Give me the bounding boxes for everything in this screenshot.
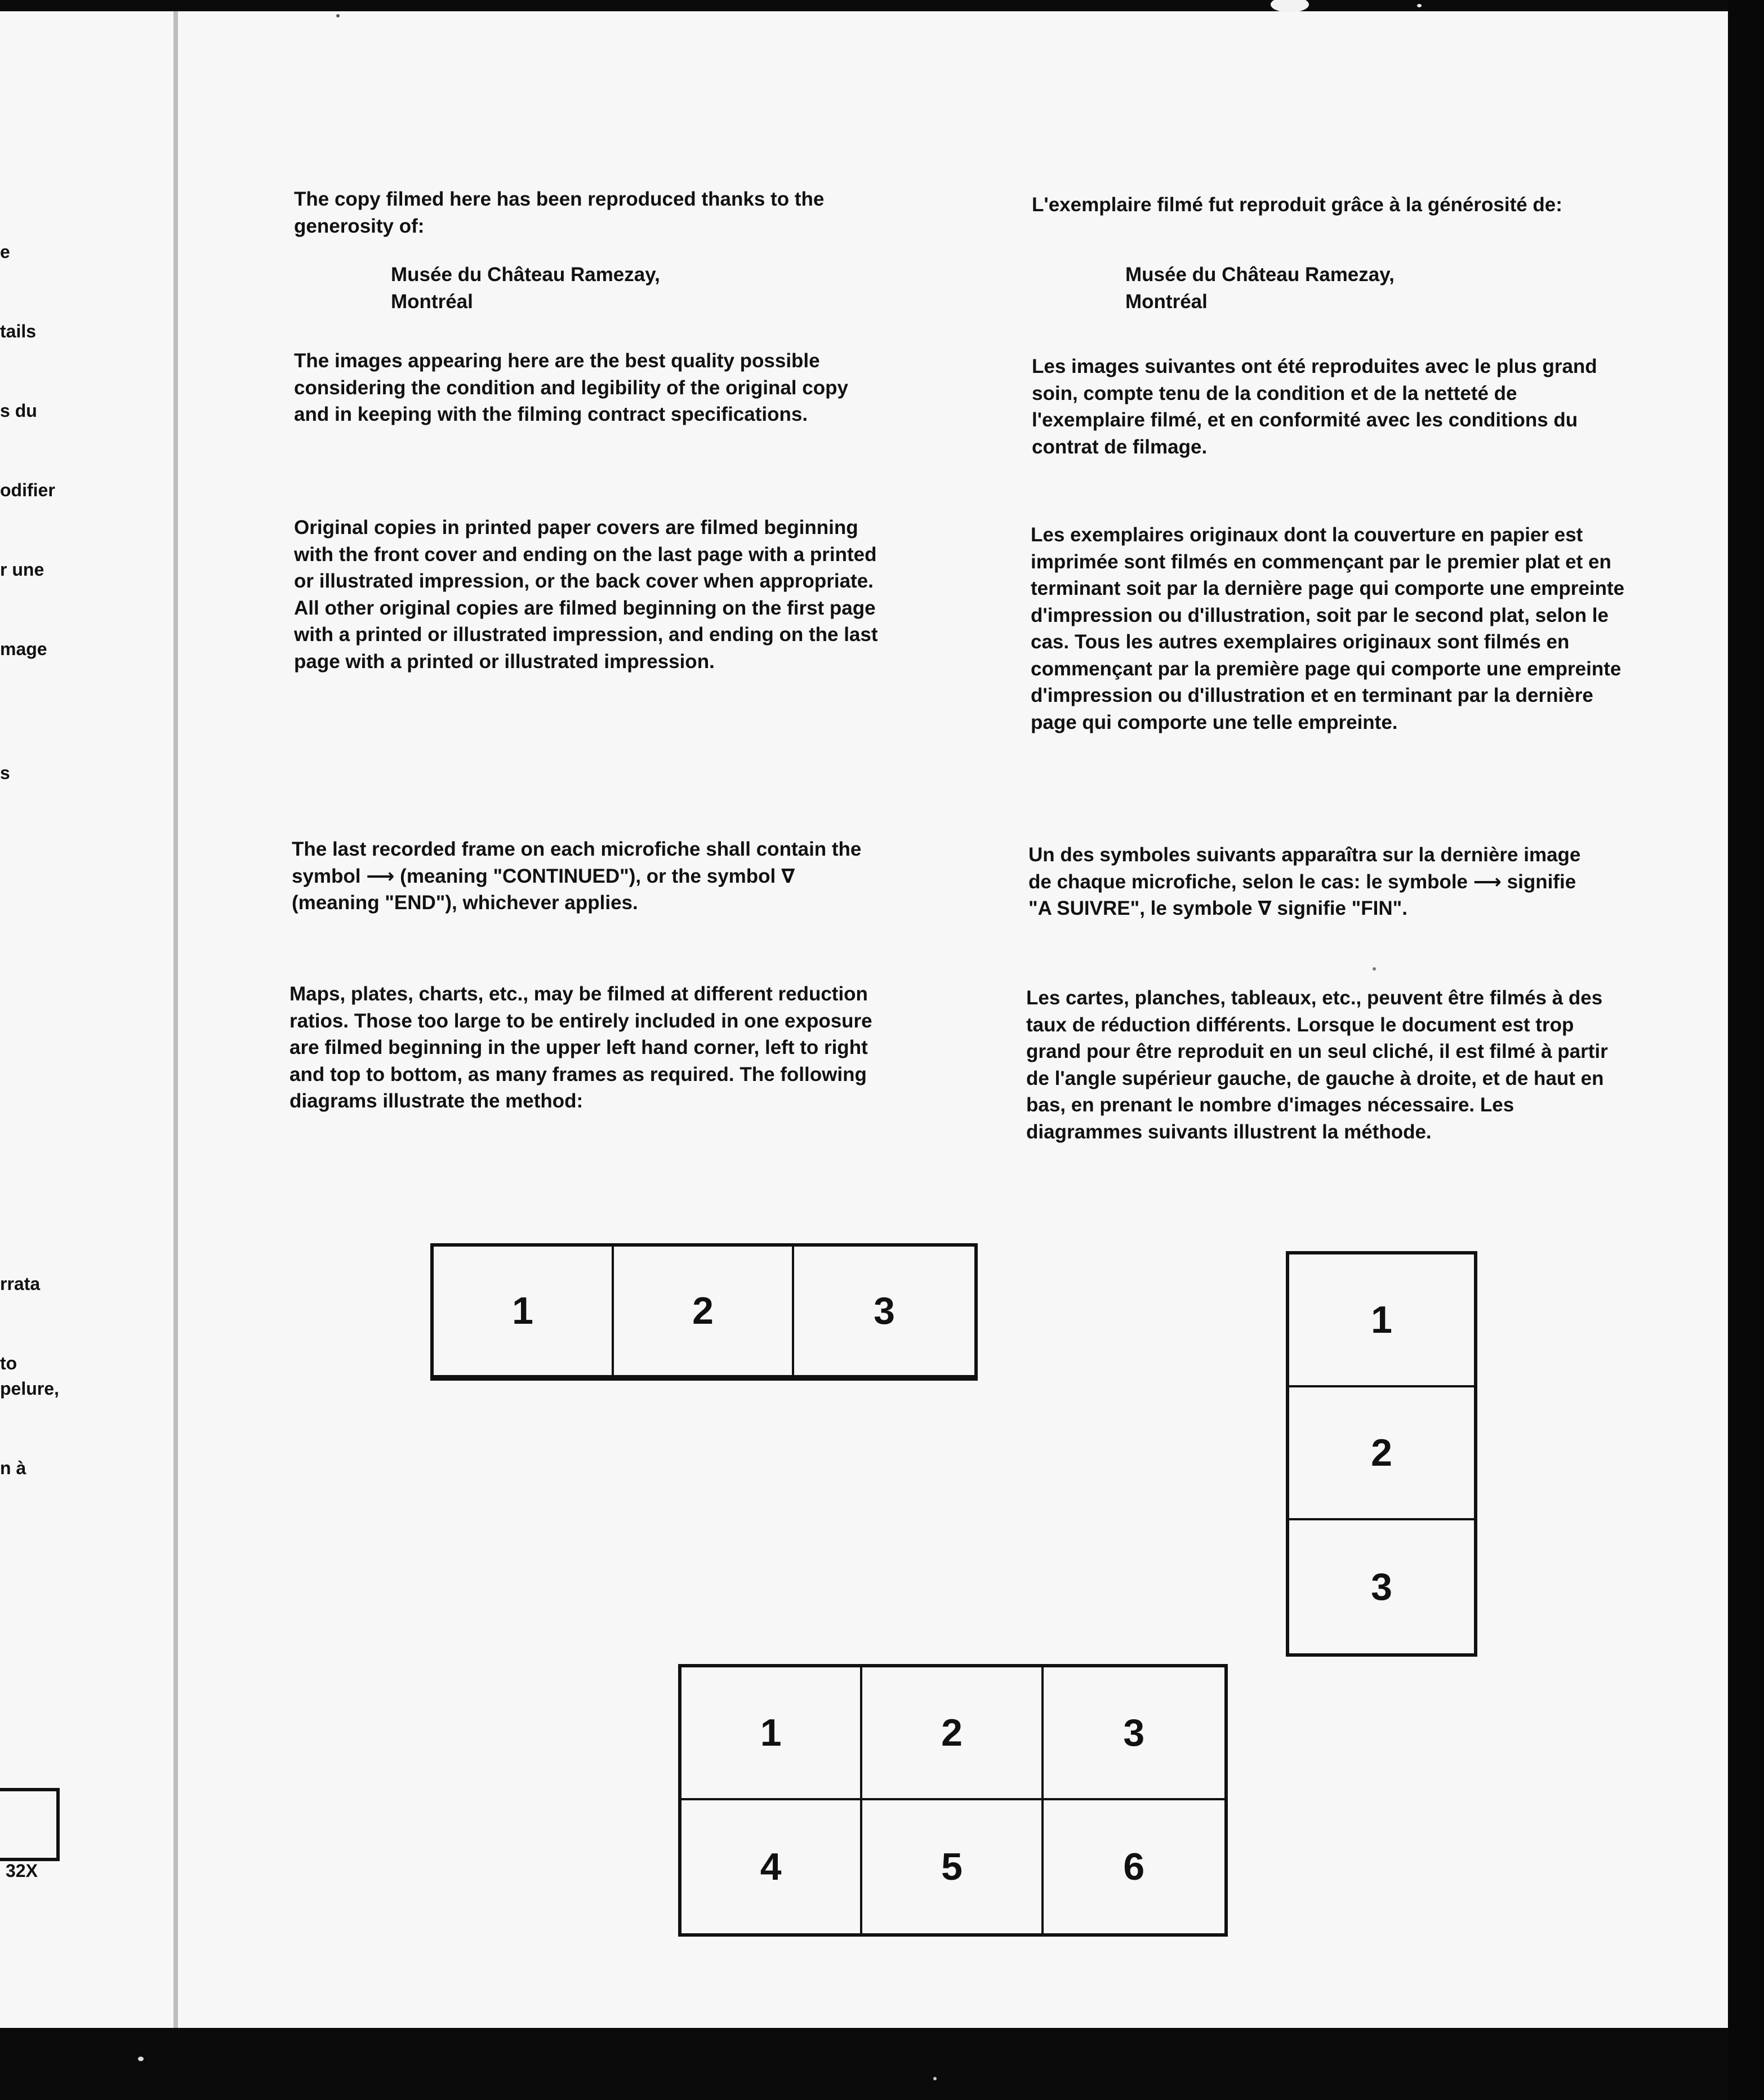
french-quality: Les images suivantes ont été reproduites avec le plus grand soin, compte tenu de la condition et de la netteté de l'exemplaire filmé, et en conformité avec les conditions du contrat de filmage. bbox=[1032, 355, 1597, 458]
french-symbols-block bbox=[1028, 842, 1603, 922]
english-covers: Original copies in printed paper covers are filmed beginning with the front cover and ending on the last page with a printed or illustrated impression, or the back cover when appropriate. All other original copies are filmed beginning on the first page with a printed or illustrated impression, and ending on the last page with a printed or illustrated impression. bbox=[294, 517, 878, 673]
french-thanks: L'exemplaire filmé fut reproduit grâce à la générosité de: bbox=[1032, 194, 1562, 216]
diagram-grid-cell: 1 bbox=[681, 1667, 862, 1800]
left-strip-line: rrata bbox=[0, 1274, 41, 1294]
english-column bbox=[294, 186, 902, 239]
french-column bbox=[1032, 192, 1623, 219]
left-strip-mid bbox=[0, 707, 79, 813]
english-quality: The images appearing here are the best quality possible considering the condition and legibility of the original copy and in keeping with the filming contract specifications. bbox=[294, 350, 848, 425]
diagram-row-cell: 1 bbox=[434, 1247, 614, 1377]
left-strip-line: e bbox=[0, 242, 10, 262]
diagram-grid-cell: 2 bbox=[862, 1667, 1043, 1800]
left-strip-line: s bbox=[0, 763, 10, 783]
left-strip-line: tails bbox=[0, 321, 37, 341]
left-strip-line: mage bbox=[0, 639, 47, 659]
left-strip-top bbox=[0, 186, 79, 689]
left-strip-lower-b bbox=[0, 1323, 79, 1508]
french-covers: Les exemplaires originaux dont la couverture en papier est imprimée sont filmés en commençant par le premier plat et en terminant soit par la dernière page qui comporte une empreinte d'impression ou d'illustration, soit par le second plat, selon le cas. Tous les autres exemplaires originaux sont filmés en commençant par la première page qui comporte une empreinte d'impression ou d'illustration et en terminant par la dernière page qui comporte une telle empreinte. bbox=[1031, 524, 1625, 733]
left-strip-line: to bbox=[0, 1353, 17, 1373]
diagram-column-cell: 3 bbox=[1371, 1565, 1392, 1608]
english-maps: Maps, plates, charts, etc., may be filmed at different reduction ratios. Those too large to be entirely included in one exposure are filmed beginning in the upper left hand corner, left to right and top to bottom, as many frames as required. The following diagrams illustrate the method: bbox=[289, 983, 872, 1112]
reduction-label: 32X bbox=[6, 1861, 38, 1881]
english-institution-line1: Musée du Château Ramezay, bbox=[391, 264, 660, 286]
left-strip-line: odifier bbox=[0, 480, 55, 500]
french-maps: Les cartes, planches, tableaux, etc., peuvent être filmés à des taux de réduction différents. Lorsque le document est trop grand pour être reproduit en un seul cliché, il est filmé à partir de l'angle supérieur gauche, de gauche à droite, et de haut en bas, en prenant le nombre d'images nécessaire. Les diagrammes suivants illustrent la méthode. bbox=[1026, 987, 1608, 1143]
diagram-column-cell: 2 bbox=[1289, 1387, 1474, 1520]
french-institution-line2: Montréal bbox=[1125, 290, 1208, 313]
diagram-column-cell: 1 bbox=[1289, 1254, 1474, 1387]
french-institution bbox=[1028, 261, 1637, 315]
english-covers-block bbox=[294, 514, 885, 675]
left-strip-line: r une bbox=[0, 559, 44, 580]
diagram-grid-cell: 5 bbox=[862, 1800, 1043, 1933]
english-symbols-block bbox=[292, 836, 872, 916]
left-strip-line: n à bbox=[0, 1458, 26, 1478]
french-maps-block bbox=[1026, 985, 1629, 1145]
french-symbols: Un des symboles suivants apparaîtra sur la dernière image de chaque microfiche, selon le cas: le symbole ⟶ signifie "A SUIVRE", le symbole ∇ signifie "FIN". bbox=[1028, 844, 1581, 919]
diagram-row-cell: 2 bbox=[614, 1247, 794, 1377]
diagram-grid-cell: 6 bbox=[1123, 1845, 1145, 1888]
english-thanks: The copy filmed here has been reproduced thanks to the generosity of: bbox=[294, 188, 825, 237]
english-quality-block bbox=[294, 348, 880, 428]
left-strip-line: pelure, bbox=[0, 1378, 59, 1399]
diagram-row bbox=[430, 1243, 978, 1381]
diagram-column bbox=[1286, 1251, 1477, 1657]
reduction-box bbox=[0, 1788, 60, 1861]
diagram-grid-cell: 4 bbox=[681, 1800, 862, 1933]
diagram-grid-cell: 3 bbox=[1044, 1667, 1224, 1800]
english-institution-line2: Montréal bbox=[391, 290, 473, 313]
english-institution bbox=[294, 261, 902, 315]
french-institution-line1: Musée du Château Ramezay, bbox=[1125, 264, 1395, 286]
diagram-row-cell: 3 bbox=[794, 1247, 974, 1377]
french-quality-block bbox=[1032, 353, 1618, 460]
diagram-grid bbox=[678, 1664, 1228, 1937]
english-symbols: The last recorded frame on each microfiche shall contain the symbol ⟶ (meaning "CONTINUED"), or the symbol ∇ (meaning "END"), whichever applies. bbox=[292, 838, 862, 914]
left-strip-line: s du bbox=[0, 401, 37, 421]
english-maps-block bbox=[289, 981, 887, 1115]
french-covers-block bbox=[1031, 522, 1628, 736]
